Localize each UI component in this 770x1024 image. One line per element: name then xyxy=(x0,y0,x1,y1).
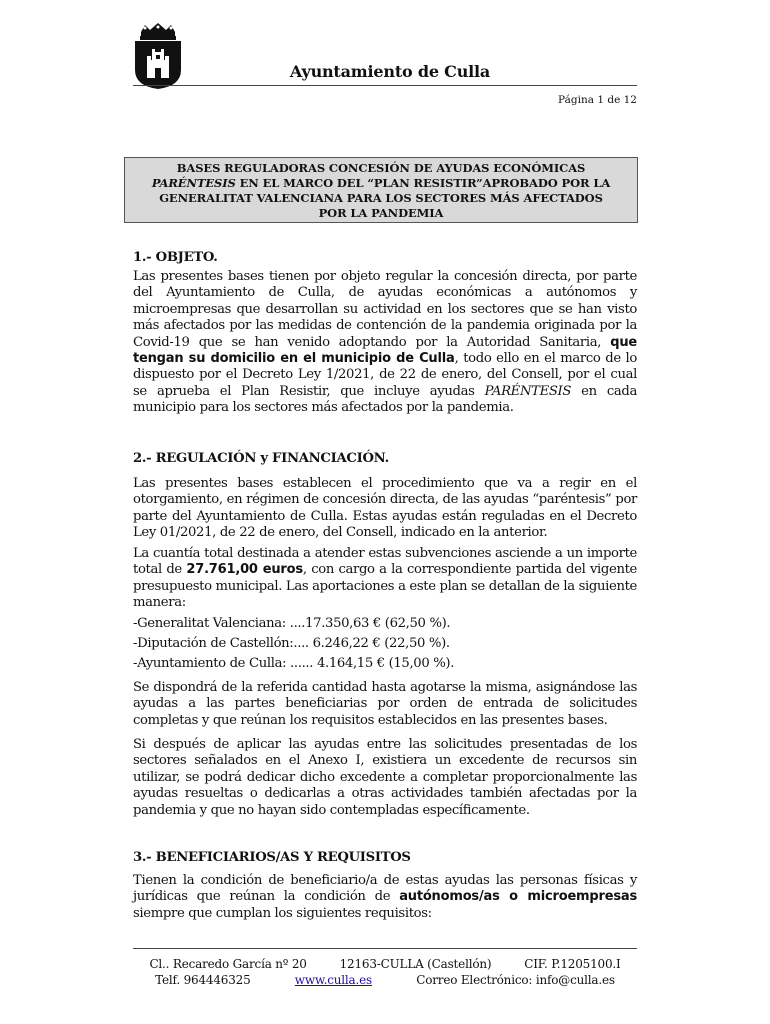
section-1-paragraph xyxy=(133,269,637,417)
section-1-heading: 1.- OBJETO. xyxy=(133,250,218,265)
s3-text-bold: autónomos/as o microempresas xyxy=(399,889,637,905)
funding-item: -Diputación de Castellón:.... 6.246,22 € (22,50 %). xyxy=(133,636,450,651)
s3-text-b: siempre que cumplan los siguientes requisitos: xyxy=(133,905,432,921)
section-3-heading: 3.- BENEFICIARIOS/AS Y REQUISITOS xyxy=(133,850,411,865)
document-title-box xyxy=(124,157,638,223)
s2-text-b: , con cargo a la correspondiente partida del vigente presupuesto municipal. Las aportaciones a este plan se detallan de la siguiente manera: xyxy=(133,562,638,611)
s1-text-c: en cada municipio para los sectores más afectados por la pandemia. xyxy=(133,383,637,416)
s1-text-a: Las presentes bases tienen por objeto regular la concesión directa, por parte del Ayuntamiento de Culla, de ayudas económicas a autónomos y microempresas que desarrollan su actividad en los sectores que se han visto más afectados por las medidas de contención de la pandemia originada por la Covid-19 que se han venido adoptando por la Autoridad Sanitaria, xyxy=(133,269,637,350)
section-2-paragraph-1: Las presentes bases establecen el procedimiento que va a regir en el otorgamiento, en régimen de concesión directa, de las ayudas “paréntesis” por parte del Ayuntamiento de Culla. Estas ayudas están reguladas en el Decreto Ley 01/2021, de 22 de enero, del Consell, indicado en la anterior. xyxy=(133,476,637,541)
footer-phone: Telf. 964446325 xyxy=(155,973,251,987)
footer xyxy=(133,957,637,987)
section-2-paragraph-4: Si después de aplicar las ayudas entre las solicitudes presentadas de los sectores señalados en el Anexo I, existiera un excedente de recursos sin utilizar, se podrá dedicar dicho excedente a completar proporcionalmente las ayudas resueltas o dedicarlas a otras actividades también afectadas por la pandemia y que no hayan sido contempladas específicamente. xyxy=(133,737,637,818)
section-2-paragraph-2 xyxy=(133,546,637,612)
s1-text-b: , todo ello en el marco de lo dispuesto por el Decreto Ley 1/2021, de 22 de enero, del Consell, por el cual se aprueba el Plan Resistir, que incluye ayudas xyxy=(133,351,637,399)
footer-row-1 xyxy=(133,957,637,971)
footer-row-2 xyxy=(133,973,637,987)
funding-item: -Ayuntamiento de Culla: ...... 4.164,15 € (15,00 %). xyxy=(133,656,455,671)
title-line-2-rest: EN EL MARCO DEL “PLAN RESISTIR”APROBADO POR LA xyxy=(235,176,611,190)
footer-city: 12163-CULLA (Castellón) xyxy=(339,957,492,971)
s1-text-bold: que tengan su domicilio en el municipio de Culla xyxy=(133,334,637,367)
footer-email: Correo Electrónico: info@culla.es xyxy=(416,973,615,987)
footer-divider xyxy=(133,948,637,949)
s2-text-a: La cuantía total destinada a atender estas subvenciones asciende a un importe total de xyxy=(133,546,637,578)
s3-text-a: Tienen la condición de beneficiario/a de estas ayudas las personas físicas y jurídicas que reúnan la condición de xyxy=(133,873,637,905)
page-number: Página 1 de 12 xyxy=(558,94,637,106)
footer-website-link[interactable]: www.culla.es xyxy=(294,973,372,987)
funding-item: -Generalitat Valenciana: ....17.350,63 € (62,50 %). xyxy=(133,616,451,631)
footer-cif: CIF. P.1205100.I xyxy=(524,957,621,971)
section-2-paragraph-3: Se dispondrá de la referida cantidad hasta agotarse la misma, asignándose las ayudas a las partes beneficiarias por orden de entrada de solicitudes completas y que reúnan los requisitos establecidos en las presentes bases. xyxy=(133,680,637,728)
header-divider xyxy=(133,85,637,86)
title-line-3: GENERALITAT VALENCIANA PARA LOS SECTORES MÁS AFECTADOS xyxy=(159,191,603,205)
title-line-2 xyxy=(135,176,627,191)
funding-list xyxy=(133,614,637,674)
title-line-4: POR LA PANDEMIA xyxy=(318,206,444,220)
section-2-heading: 2.- REGULACIÓN y FINANCIACIÓN. xyxy=(133,451,389,466)
title-italic-word: PARÉNTESIS xyxy=(151,176,236,190)
section-3-paragraph xyxy=(133,873,637,922)
s1-text-italic: PARÉNTESIS xyxy=(484,383,572,399)
header-title: Ayuntamiento de Culla xyxy=(289,62,491,81)
footer-address: Cl.. Recaredo García nº 20 xyxy=(149,957,307,971)
s2-amount: 27.761,00 euros xyxy=(186,562,303,578)
coat-of-arms-logo xyxy=(133,22,183,90)
title-line-1: BASES REGULADORAS CONCESIÓN DE AYUDAS ECONÓMICAS xyxy=(176,161,586,175)
